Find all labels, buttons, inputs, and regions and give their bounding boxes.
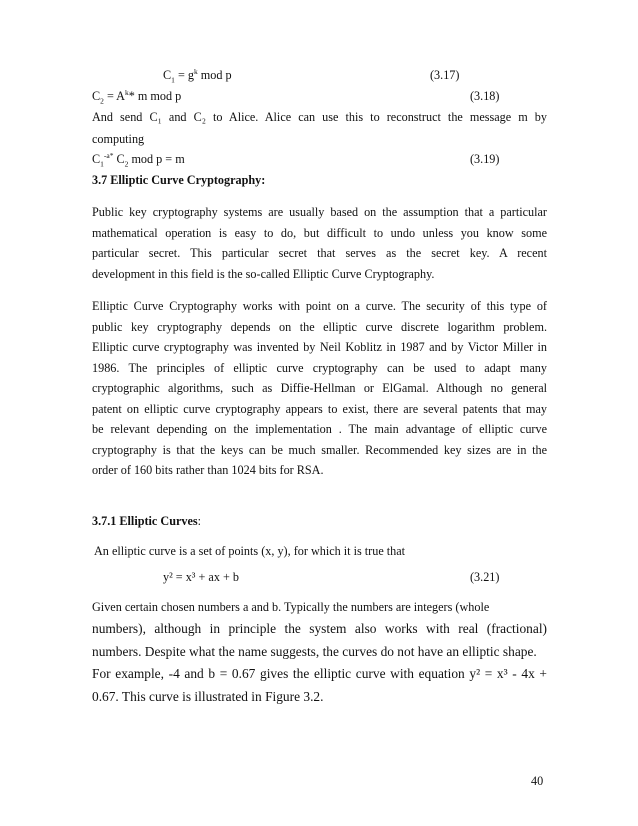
eq-rest: mod p bbox=[197, 68, 232, 82]
paragraph-line: mathematical operation is easy to do, but difficult to undo unless you know some bbox=[92, 225, 547, 240]
send-paragraph bbox=[92, 107, 547, 128]
equation-number-3-19: (3.19) bbox=[470, 152, 500, 166]
eq-lhs-subscript: 1 bbox=[171, 75, 175, 85]
paragraph-line: 0.67. This curve is illustrated in Figure 3.2. bbox=[92, 688, 324, 704]
eq-mid: C bbox=[113, 152, 125, 166]
paragraph-line: patent on elliptic curve cryptography appears to exist, there are several patents that may bbox=[92, 401, 547, 416]
section-heading-colon: : bbox=[197, 514, 202, 528]
section-heading-bold: 3.7.1 Elliptic Curves bbox=[92, 514, 198, 528]
paragraph-2 bbox=[92, 296, 547, 481]
paragraph-line: development in this field is the so-called Elliptic Curve Cryptography. bbox=[92, 266, 435, 281]
equation-number-3-21: (3.21) bbox=[470, 570, 500, 584]
paragraph-line: numbers), although in principle the system also works with real (fractional) bbox=[92, 621, 547, 636]
paragraph-3-continued bbox=[92, 618, 547, 708]
eq-superscript: k bbox=[125, 87, 129, 97]
eq-mid: = A bbox=[103, 89, 125, 103]
eq-lhs: C bbox=[92, 152, 101, 166]
paragraph-line: Elliptic Curve Cryptography works with point on a curve. The security of this type of bbox=[92, 299, 547, 313]
send-line-1: And send C₁ and C₂ to Alice. Alice can use this to reconstruct the message m by bbox=[92, 110, 547, 124]
eq-lhs-subscript: 1 bbox=[100, 159, 104, 169]
page-number: 40 bbox=[531, 774, 544, 788]
eq-mid-subscript: 2 bbox=[124, 159, 129, 169]
paragraph-line: cryptographic algorithms, such as Diffie-Hellman or ElGamal. Although no general bbox=[92, 381, 547, 395]
eq-lhs-subscript: 2 bbox=[100, 96, 104, 106]
paragraph-line: Given certain chosen numbers a and b. Typically the numbers are integers (whole bbox=[92, 600, 490, 614]
paragraph-line: order of 160 bits rather than 1024 bits for RSA. bbox=[92, 463, 324, 477]
paragraph-line: For example, -4 and b = 0.67 gives the elliptic curve with equation y² = x³ - 4x + bbox=[92, 666, 547, 681]
paragraph-line: numbers. Despite what the name suggests, the curves do not have an elliptic shape. bbox=[92, 643, 537, 659]
paragraph-line: public key cryptography depends on the elliptic curve discrete logarithm problem. bbox=[92, 319, 547, 334]
paragraph-line: Elliptic curve cryptography was invented by Neil Koblitz in 1987 and by Victor Miller in bbox=[92, 340, 547, 354]
equation-number-3-17: (3.17) bbox=[430, 68, 460, 82]
section-heading-3-7-1 bbox=[92, 514, 201, 529]
equation-3-19 bbox=[92, 150, 185, 169]
intro-sentence: An elliptic curve is a set of points (x, y), for which it is true that bbox=[94, 544, 406, 558]
equation-3-17 bbox=[163, 66, 232, 85]
paragraph-line: be relevant depending on the implementation . The main advantage of elliptic curve bbox=[92, 422, 547, 436]
equation-3-21: y² = x³ + ax + b bbox=[163, 570, 239, 584]
eq-mid: = g bbox=[174, 68, 194, 82]
paragraph-1 bbox=[92, 202, 547, 284]
section-heading-3-7: 3.7 Elliptic Curve Cryptography: bbox=[92, 173, 266, 187]
eq-superscript: k bbox=[193, 66, 198, 76]
equation-number-3-18: (3.18) bbox=[470, 89, 500, 103]
eq-superscript: -a* bbox=[103, 150, 114, 160]
eq-lhs: C bbox=[163, 68, 172, 82]
paragraph-line: particular secret. This particular secret that serves as the secret key. A recent bbox=[92, 246, 547, 260]
paragraph-line: 1986. The principles of elliptic curve cryptography can be used to adapt many bbox=[92, 360, 547, 375]
equation-3-18 bbox=[92, 87, 182, 106]
paragraph-3 bbox=[92, 597, 547, 619]
paragraph-line: cryptography is that the keys can be much smaller. Recommended key sizes are in the bbox=[92, 442, 547, 457]
paragraph-line: Public key cryptography systems are usually based on the assumption that a particular bbox=[92, 205, 547, 219]
eq-lhs: C bbox=[92, 89, 101, 103]
send-line-2: computing bbox=[92, 132, 145, 146]
eq-rest: mod p = m bbox=[128, 152, 185, 166]
eq-rest: * m mod p bbox=[128, 89, 182, 103]
